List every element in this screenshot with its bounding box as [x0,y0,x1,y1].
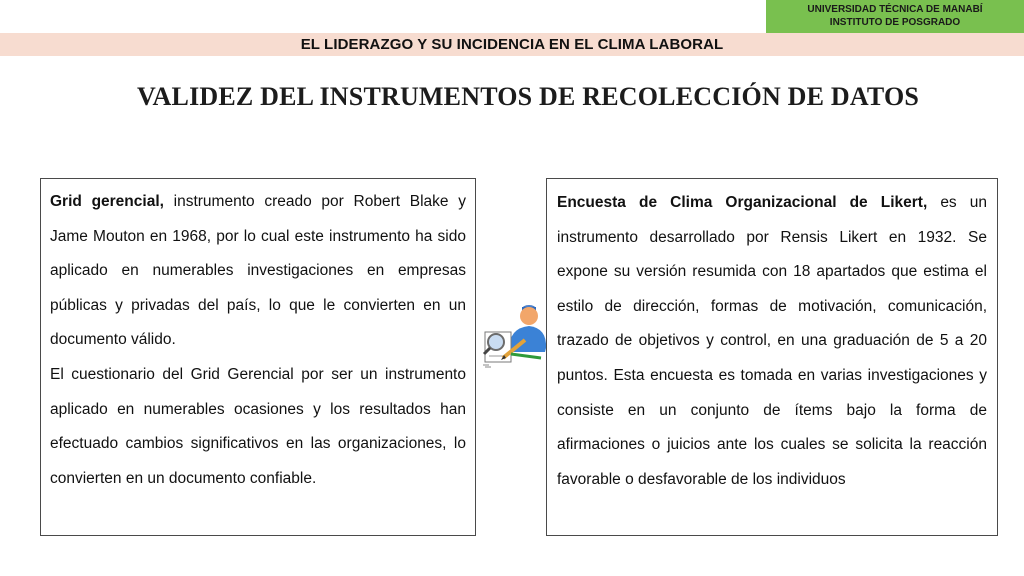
person-with-magnifier-and-pencil-icon [479,290,547,368]
grid-gerencial-lead: Grid gerencial, [50,193,164,210]
grid-gerencial-reliability-paragraph: El cuestionario del Grid Gerencial por ser un instrumento aplicado en numerables ocasiones y los resultados han efectuado cambios significativos en las organizaciones, lo convierten en un documento confiable. [50,365,466,487]
university-box [766,0,1024,33]
likert-survey-box [546,178,998,536]
topic-title: EL LIDERAZGO Y SU INCIDENCIA EN EL CLIMA LABORAL [300,36,724,53]
grid-gerencial-text: instrumento creado por Robert Blake y Jame Mouton en 1968, por lo cual este instrumento ha sido aplicado en numerables investigaciones en empresas públicas y privadas del país, lo que le convierten en un documento válido. [50,193,466,349]
likert-survey-paragraph [557,186,987,497]
grid-gerencial-box [40,178,476,536]
university-name: UNIVERSIDAD TÉCNICA DE MANABÍ [807,4,983,15]
institute-name: INSTITUTO DE POSGRADO [829,17,961,28]
grid-gerencial-paragraph [50,185,466,358]
page-title: VALIDEZ DEL INSTRUMENTOS DE RECOLECCIÓN DE DATOS [136,82,920,111]
likert-survey-text: es un instrumento desarrollado por Rensis Likert en 1932. Se expone su versión resumida con 18 apartados que estima el estilo de dirección, formas de motivación, comunicación, trazado de objetivos y control, en una graduación de 5 a 20 puntos. Esta encuesta es tomada en varias investigaciones y consiste en un conjunto de ítems bajo la forma de afirmaciones o juicios ante los cuales se solicita la reacción favorable o desfavorable de los individuos [557,194,987,488]
likert-survey-lead: Encuesta de Clima Organizacional de Likert, [557,194,928,211]
